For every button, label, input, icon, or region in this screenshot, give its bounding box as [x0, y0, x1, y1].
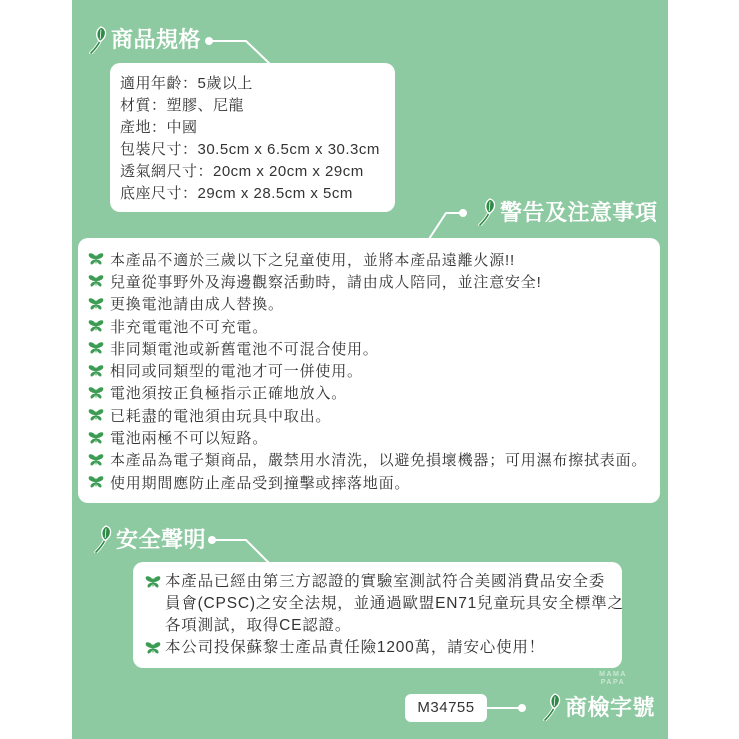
warning-item: [88, 248, 660, 270]
warning-text: 已耗盡的電池須由玩具中取出。: [110, 407, 332, 425]
warning-text: 本產品不適於三歲以下之兒童使用，並將本產品遠離火源!!: [110, 251, 515, 269]
safety-line: 各項測試，取得CE認證。: [165, 617, 352, 634]
warning-item: [88, 337, 660, 359]
safety-line: 本公司投保蘇黎士產品責任險1200萬，請安心使用！: [165, 639, 545, 656]
warning-item: [88, 426, 660, 448]
spec-row: 透氣網尺寸：20cm x 20cm x 29cm: [120, 163, 364, 180]
specs-box: [110, 63, 395, 212]
butterfly-icon: [88, 386, 104, 400]
butterfly-icon: [88, 431, 104, 445]
butterfly-icon: [88, 274, 104, 288]
butterfly-icon: [88, 475, 104, 489]
safety-title: 安全聲明: [116, 527, 207, 552]
warning-text: 非充電電池不可充電。: [110, 318, 269, 336]
watermark-line: PAPA: [600, 679, 626, 686]
safety-item: [145, 571, 622, 637]
warnings-title: 警告及注意事項: [500, 200, 658, 225]
warning-item: [88, 293, 660, 315]
leaf-icon: [93, 525, 113, 553]
inspection-code: M34755: [405, 694, 487, 722]
spec-row: 產地：中國: [120, 119, 198, 136]
safety-line: 員會(CPSC)之安全法規，並通過歐盟EN71兒童玩具安全標準之: [165, 595, 624, 612]
warning-item: [88, 270, 660, 292]
safety-line: 本產品已經由第三方認證的實驗室測試符合美國消費品安全委: [165, 573, 606, 590]
butterfly-icon: [88, 319, 104, 333]
warning-item: [88, 315, 660, 337]
spec-row: 底座尺寸：29cm x 28.5cm x 5cm: [120, 185, 353, 202]
butterfly-icon: [88, 408, 104, 422]
warning-item: [88, 471, 660, 493]
butterfly-icon: [88, 453, 104, 467]
safety-text: [165, 571, 624, 637]
safety-box: [133, 562, 622, 668]
warning-item: [88, 382, 660, 404]
butterfly-icon: [88, 297, 104, 311]
specs-title: 商品規格: [111, 27, 202, 52]
warning-text: 電池須按正負極指示正確地放入。: [110, 385, 348, 403]
safety-item: [145, 637, 622, 659]
warning-text: 使用期間應防止產品受到撞擊或摔落地面。: [110, 474, 411, 492]
watermark-line: MAMA: [599, 671, 627, 678]
warning-text: 本產品為電子類商品，嚴禁用水清洗，以避免損壞機器；可用濕布擦拭表面。: [110, 452, 648, 470]
warnings-box: [78, 238, 660, 503]
spec-row: 適用年齡：5歲以上: [120, 75, 253, 92]
inspection-title: 商檢字號: [565, 695, 656, 720]
warning-item: [88, 359, 660, 381]
spec-row: 包裝尺寸：30.5cm x 6.5cm x 30.3cm: [120, 141, 380, 158]
warning-text: 非同類電池或新舊電池不可混合使用。: [110, 340, 379, 358]
butterfly-icon: [88, 364, 104, 378]
leaf-icon: [88, 26, 108, 54]
butterfly-icon: [88, 341, 104, 355]
leaf-icon: [542, 693, 562, 721]
butterfly-icon: [145, 641, 161, 655]
warning-text: 更換電池請由成人替換。: [110, 296, 284, 314]
butterfly-icon: [145, 575, 161, 589]
warning-text: 兒童從事野外及海邊觀察活動時，請由成人陪同，並注意安全!: [110, 273, 542, 291]
warning-item: [88, 449, 660, 471]
warning-text: 電池兩極不可以短路。: [110, 430, 269, 448]
spec-row: 材質：塑膠、尼龍: [120, 97, 245, 114]
leaf-icon: [477, 198, 497, 226]
warning-text: 相同或同類型的電池才可一併使用。: [110, 363, 363, 381]
warning-item: [88, 404, 660, 426]
safety-text: [165, 637, 545, 659]
watermark: [596, 671, 630, 687]
butterfly-icon: [88, 252, 104, 266]
